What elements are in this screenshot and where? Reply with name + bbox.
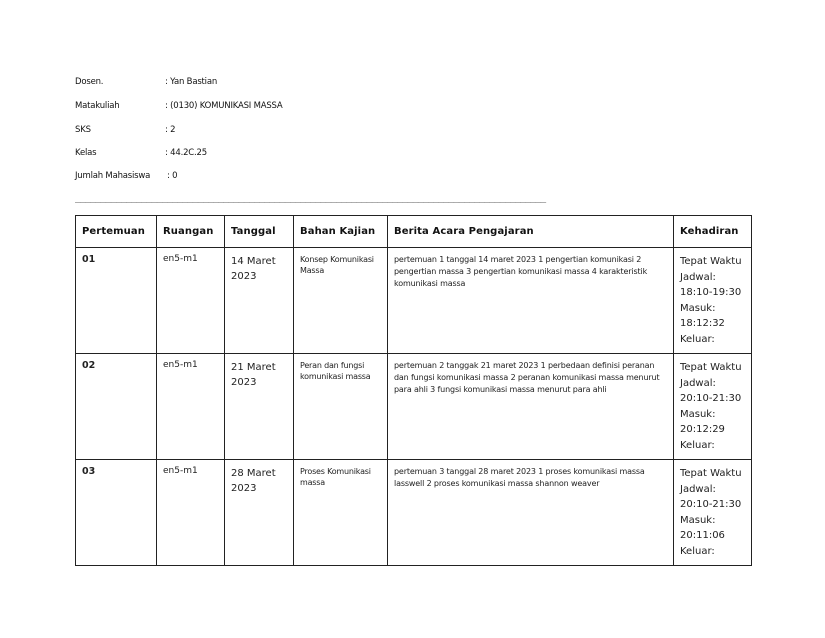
cell-berita-acara: pertemuan 3 tanggal 28 maret 2023 1 proses komunikasi massa lasswell 2 proses komunikasi massa shannon weaver [388, 460, 674, 566]
cell-tanggal: 21 Maret 2023 [225, 354, 294, 460]
kehadiran-masuk-value: 20:11:06 [680, 530, 725, 541]
kehadiran-jadwal-label: Jadwal: [680, 483, 716, 495]
meta-label: Dosen. [75, 77, 104, 87]
cell-ruangan: en5-m1 [157, 248, 225, 354]
kehadiran-masuk-label: Masuk: [680, 408, 716, 420]
cell-bahan-kajian: Proses Komunikasi massa [294, 460, 388, 566]
table-row [76, 248, 752, 354]
kehadiran-masuk-label: Masuk: [680, 514, 716, 526]
kehadiran-status: Tepat Waktu [680, 468, 742, 479]
cell-berita-acara: pertemuan 2 tanggak 21 maret 2023 1 perbedaan definisi peranan dan fungsi komunikasi massa 2 peranan komunikasi massa menurut para ahli 3 fungsi komunikasi massa menurut para ahli [388, 354, 674, 460]
kehadiran-jadwal-label: Jadwal: [680, 271, 716, 283]
meta-label: SKS [75, 125, 91, 135]
header-tanggal: Tanggal [225, 216, 294, 248]
meta-value: : 0 [167, 171, 178, 181]
cell-berita-acara: pertemuan 1 tanggal 14 maret 2023 1 pengertian komunikasi 2 pengertian massa 3 pengertian komunikasi massa 4 karakteristik komunikasi massa [388, 248, 674, 354]
kehadiran-jadwal-label: Jadwal: [680, 377, 716, 389]
cell-tanggal: 14 Maret 2023 [225, 248, 294, 354]
kehadiran-keluar-label: Keluar: [680, 333, 715, 345]
meta-label: Matakuliah [75, 101, 120, 111]
cell-kehadiran [674, 354, 752, 460]
kehadiran-jadwal-value: 20:10-21:30 [680, 393, 742, 404]
header-ruangan: Ruangan [157, 216, 225, 248]
table-row [76, 460, 752, 566]
kehadiran-masuk-label: Masuk: [680, 302, 716, 314]
cell-ruangan: en5-m1 [157, 460, 225, 566]
cell-bahan-kajian: Peran dan fungsi komunikasi massa [294, 354, 388, 460]
header-kehadiran: Kehadiran [674, 216, 752, 248]
header-berita-acara: Berita Acara Pengajaran [388, 216, 674, 248]
header-pertemuan: Pertemuan [76, 216, 157, 248]
meta-value: : Yan Bastian [165, 77, 218, 87]
meta-value: : (0130) KOMUNIKASI MASSA [165, 101, 283, 111]
kehadiran-keluar-label: Keluar: [680, 439, 715, 451]
kehadiran-masuk-value: 20:12:29 [680, 424, 725, 435]
meta-value: : 44.2C.25 [165, 148, 207, 158]
cell-kehadiran [674, 248, 752, 354]
table-row [76, 354, 752, 460]
cell-pertemuan: 02 [76, 354, 157, 460]
meta-label: Jumlah Mahasiswa [75, 171, 151, 181]
attendance-table [75, 215, 752, 566]
header-bahan-kajian: Bahan Kajian [294, 216, 388, 248]
meta-value: : 2 [165, 125, 176, 135]
meta-label: Kelas [75, 148, 97, 158]
cell-kehadiran [674, 460, 752, 566]
kehadiran-status: Tepat Waktu [680, 362, 742, 373]
kehadiran-jadwal-value: 20:10-21:30 [680, 499, 742, 510]
separator-line: ____________________________________________________________________________________________ [75, 194, 546, 204]
kehadiran-keluar-label: Keluar: [680, 545, 715, 557]
cell-tanggal: 28 Maret 2023 [225, 460, 294, 566]
cell-pertemuan: 03 [76, 460, 157, 566]
kehadiran-status: Tepat Waktu [680, 256, 742, 267]
table-header-row [76, 216, 752, 248]
cell-pertemuan: 01 [76, 248, 157, 354]
cell-ruangan: en5-m1 [157, 354, 225, 460]
kehadiran-jadwal-value: 18:10-19:30 [680, 287, 742, 298]
cell-bahan-kajian: Konsep Komunikasi Massa [294, 248, 388, 354]
kehadiran-masuk-value: 18:12:32 [680, 318, 725, 329]
